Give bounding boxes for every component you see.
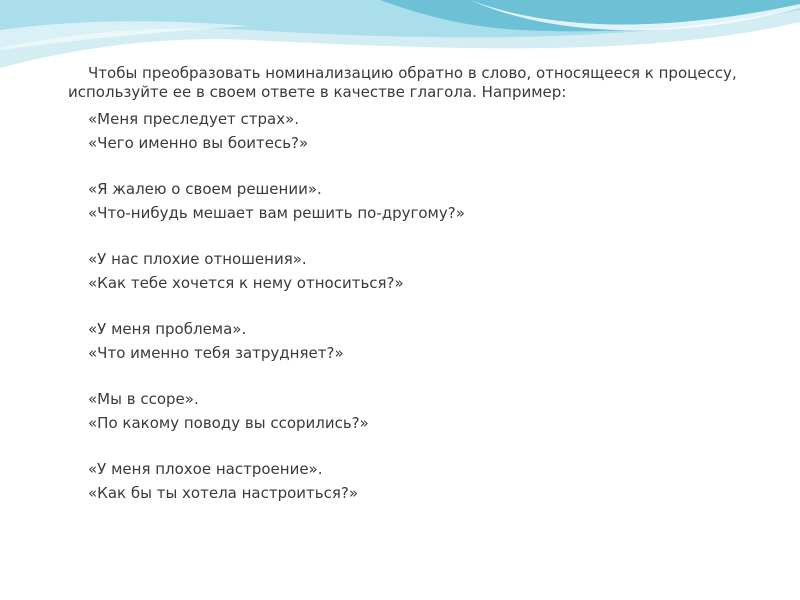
example-statement: «У нас плохие отношения». (88, 250, 307, 268)
example-statement: «У меня плохое настроение». (88, 460, 323, 478)
example-pair (88, 317, 778, 365)
example-statement: «Я жалею о своем решении». (88, 180, 322, 198)
example-statement: «У меня проблема». (88, 320, 247, 338)
example-question: «Что именно тебя затрудняет?» (88, 344, 344, 362)
example-question: «По какому поводу вы ссорились?» (88, 414, 369, 432)
example-statement: «Мы в ссоре». (88, 390, 199, 408)
example-question: «Чего именно вы боитесь?» (88, 134, 309, 152)
examples-list (68, 107, 778, 505)
example-pair (88, 247, 778, 295)
example-pair (88, 107, 778, 155)
example-question: «Как тебе хочется к нему относиться?» (88, 274, 404, 292)
intro-paragraph: Чтобы преобразовать номинализацию обратно в слово, относящееся к процессу, используйте ее в своем ответе в качестве глагола. Например: (68, 64, 737, 101)
slide-content (68, 64, 778, 527)
example-statement: «Меня преследует страх». (88, 110, 300, 128)
example-pair (88, 387, 778, 435)
example-pair (88, 177, 778, 225)
example-question: «Как бы ты хотела настроиться?» (88, 484, 359, 502)
example-question: «Что-нибудь мешает вам решить по-другому?» (88, 204, 465, 222)
example-pair (88, 457, 778, 505)
